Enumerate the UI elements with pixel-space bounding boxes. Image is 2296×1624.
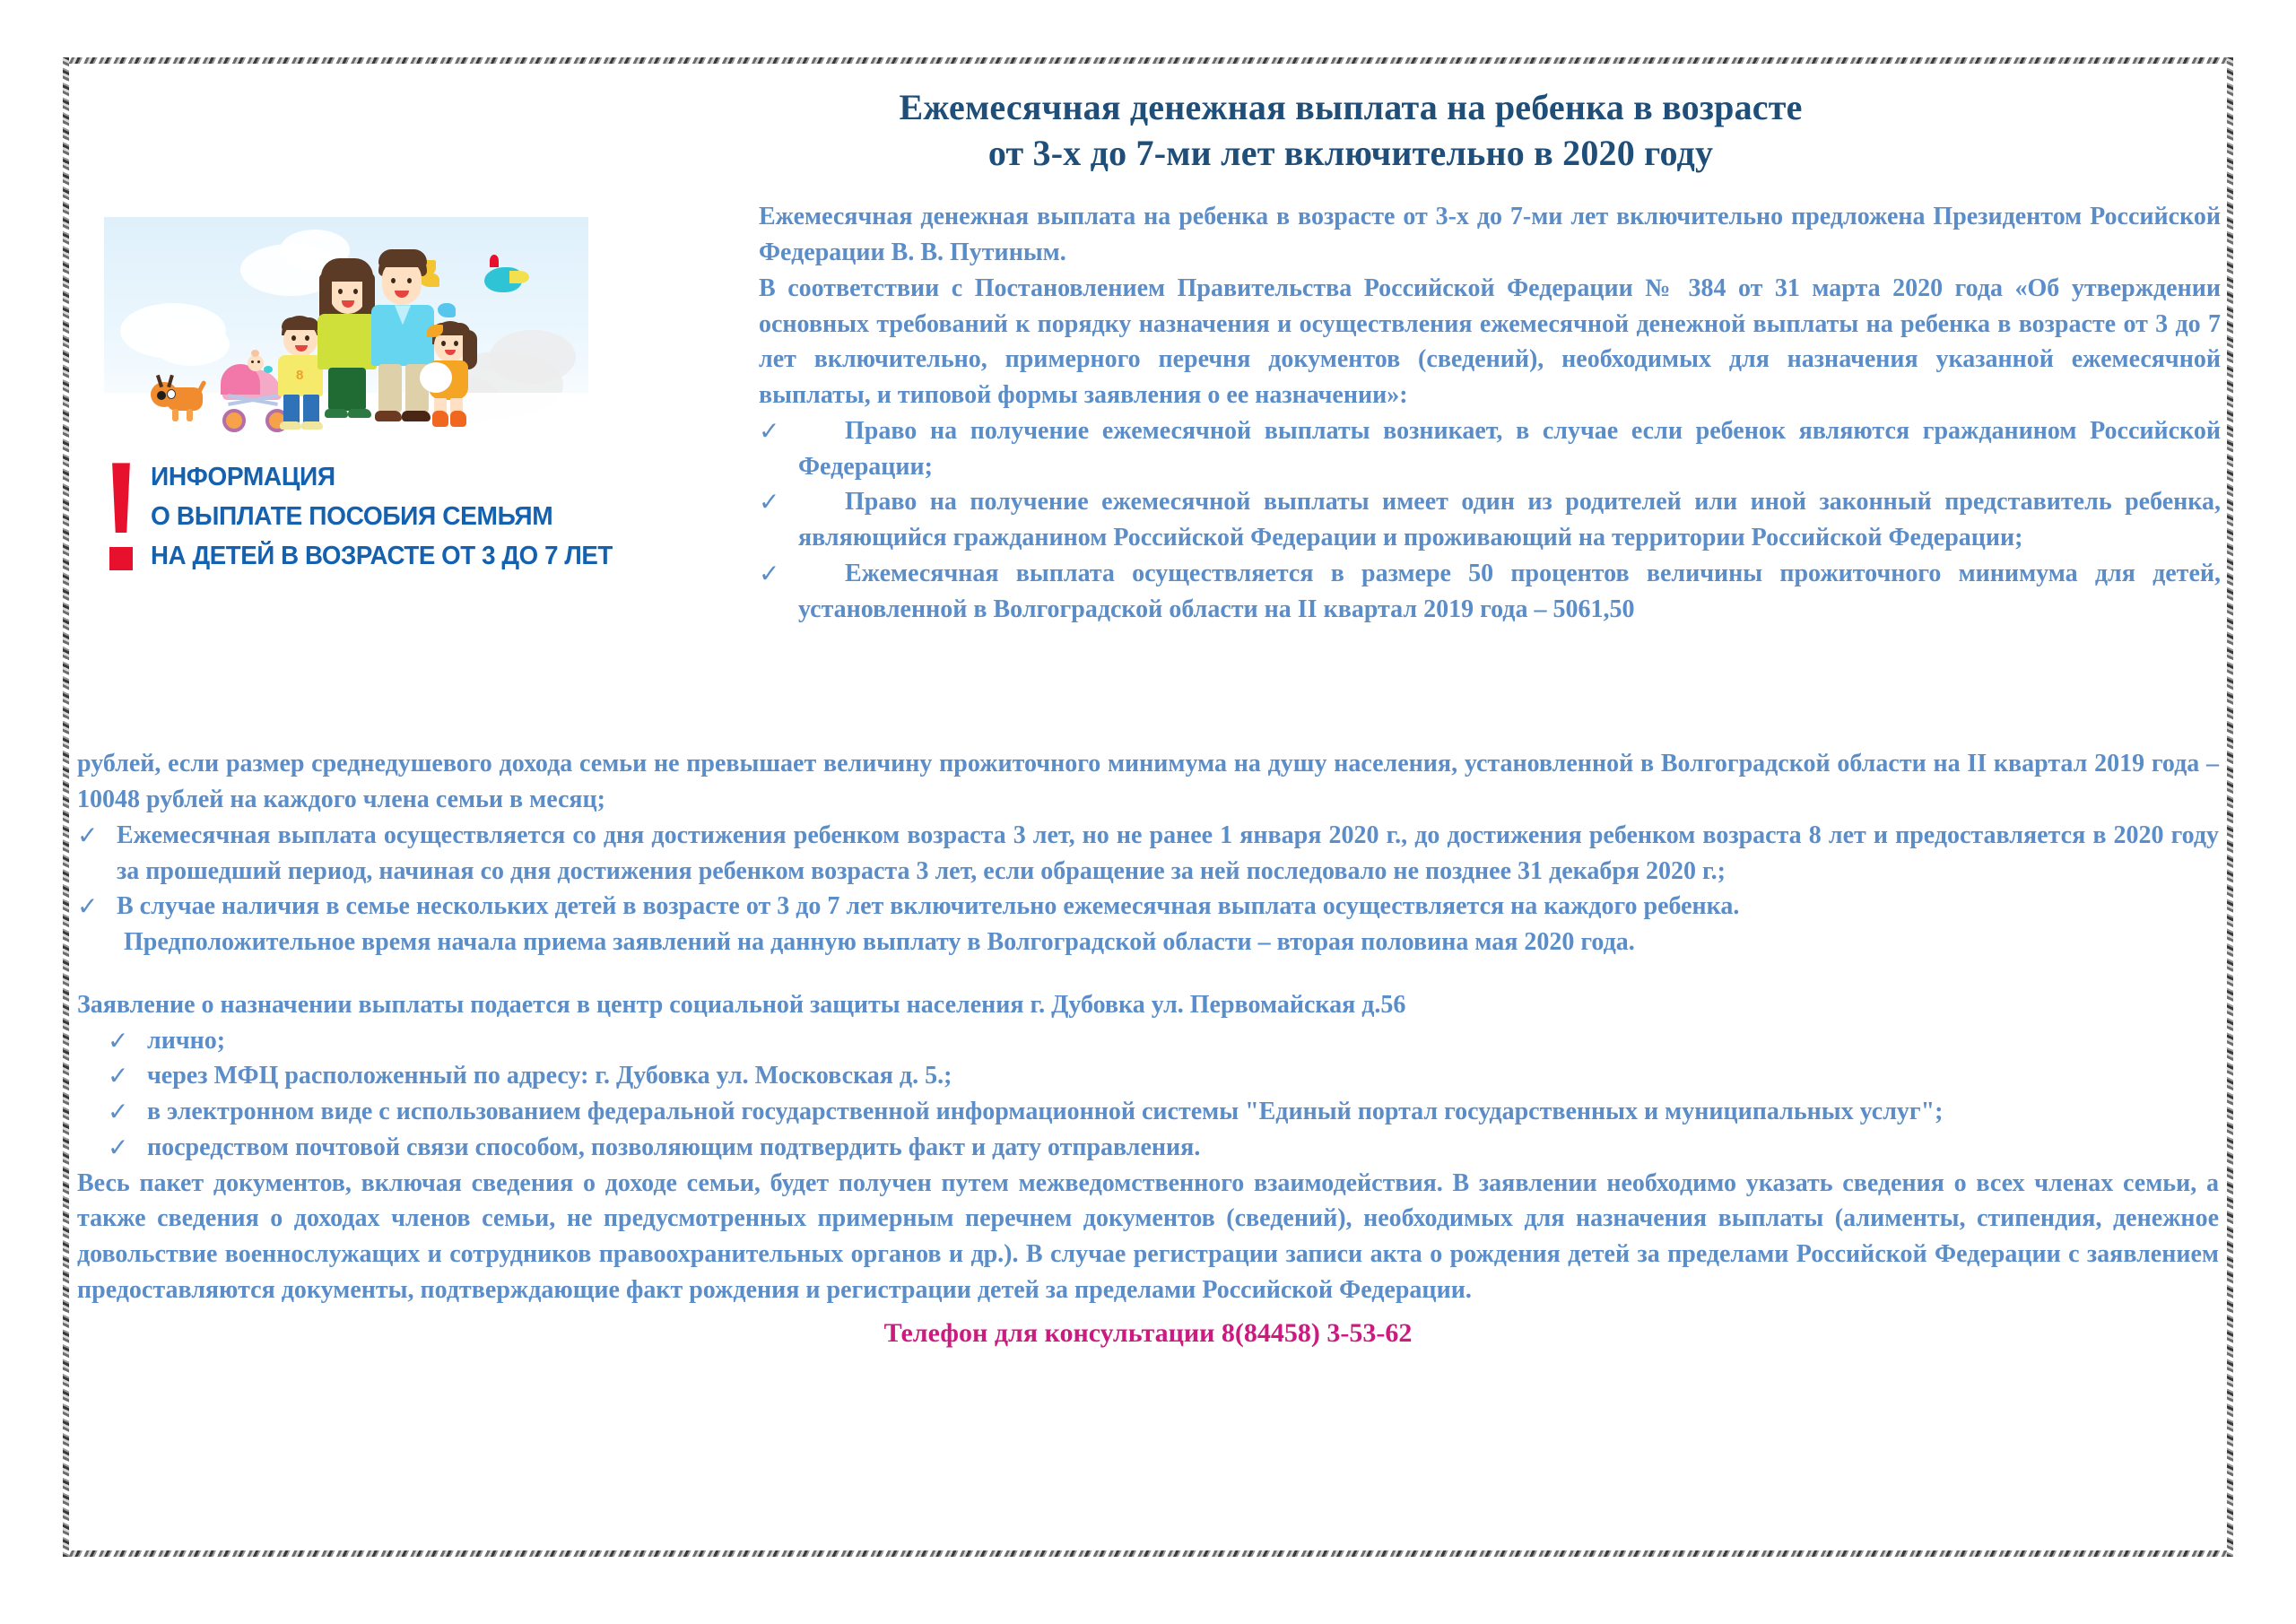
checkmark-icon: ✓: [108, 1061, 129, 1091]
condition-item-2-text: Право на получение ежемесячной выплаты имеет один из родителей или иной законный представитель ребенка, являющийся гражданином Российской Федерации и проживающий на территории Российской Федерации;: [798, 488, 2221, 552]
application-method-3: [77, 1094, 2219, 1130]
condition-item-3-text-continuation: рублей, если размер среднедушевого дохода семьи не превышает величину прожиточного минимума на душу населения, установленной в Волгоградской области на II квартал 2019 года – 10048 рублей на каждого члена семьи в месяц;: [77, 750, 2219, 814]
banner-line-3: НА ДЕТЕЙ В ВОЗРАСТЕ ОТ 3 ДО 7 ЛЕТ: [151, 541, 613, 570]
intro-text-column: [759, 199, 2221, 627]
border-top-rope: [63, 57, 2233, 64]
checkmark-icon: ✓: [759, 415, 780, 446]
condition-item-1: [759, 413, 2221, 485]
contact-phone: Телефон для консультации 8(84458) 3-53-62: [883, 1317, 1413, 1348]
border-right-rope: [2227, 57, 2233, 1557]
application-lead-text: Заявление о назначении выплаты подается в центр социальной защиты населения г. Дубовка ул. Первомайская д.56: [77, 990, 1406, 1019]
application-method-2: [77, 1058, 2219, 1094]
family-illustration: [104, 217, 588, 441]
boy-figure: 8: [274, 316, 328, 429]
bird-crest: [490, 255, 499, 267]
mother-figure: [316, 258, 378, 429]
exclamation-mark-icon: [109, 463, 133, 570]
checkmark-icon: ✓: [77, 820, 99, 850]
butterfly-icon: [438, 303, 456, 317]
checkmark-icon: ✓: [759, 558, 780, 588]
girl-figure: [423, 321, 483, 429]
checkmark-icon: ✓: [108, 1097, 129, 1127]
application-method-1-text: лично;: [147, 1026, 226, 1055]
application-method-2-text: через МФЦ расположенный по адресу: г. Дубовка ул. Московская д. 5.;: [147, 1062, 952, 1090]
title-line-1: Ежемесячная денежная выплата на ребенка в возрасте: [899, 87, 1803, 127]
condition-item-5: [77, 889, 2219, 925]
checkmark-icon: ✓: [77, 891, 99, 922]
bird-wing: [509, 271, 529, 283]
banner-text-block: [151, 457, 613, 575]
application-method-4-text: посредством почтовой связи способом, позволяющим подтвердить факт и дату отправления.: [147, 1133, 1201, 1161]
application-method-1: [77, 1023, 2219, 1059]
condition-item-5-text: В случае наличия в семье нескольких детей в возрасте от 3 до 7 лет включительно ежемесячная выплата осуществляется на каждого ребенка.: [117, 892, 1740, 921]
full-width-section: [77, 746, 2219, 1350]
condition-item-3-text-upper: Ежемесячная выплата осуществляется в размере 50 процентов величины прожиточного минимума для детей, установленной в Волгоградской области на II квартал 2019 года – 5061,50: [798, 559, 2221, 623]
exclamation-dot: [109, 547, 133, 570]
title-line-2: от 3-х до 7-ми лет включительно в 2020 году: [987, 133, 1714, 174]
checkmark-icon: ✓: [759, 487, 780, 517]
checkmark-icon: ✓: [108, 1025, 129, 1055]
page-title: [579, 72, 2122, 176]
checkmark-icon: ✓: [108, 1132, 129, 1162]
conditions-note: Предположительное время начала приема заявлений на данную выплату в Волгоградской области – вторая половина мая 2020 года.: [124, 928, 1635, 957]
information-banner: [104, 457, 613, 583]
condition-item-4: [77, 818, 2219, 890]
application-method-3-text: в электронном виде с использованием федеральной государственной информационной системы "Единый портал государственных и муниципальных услуг";: [147, 1098, 1944, 1126]
cloud-shape: [490, 330, 576, 384]
condition-item-3: [759, 556, 2221, 628]
intro-paragraph-1: Ежемесячная денежная выплата на ребенка в возрасте от 3-х до 7-ми лет включительно предложена Президентом Российской Федерации В. В. Путиным.: [759, 203, 2221, 267]
border-left-rope: [63, 57, 69, 1557]
application-method-4: [77, 1130, 2219, 1166]
border-bottom-rope: [63, 1550, 2233, 1557]
closing-paragraph: Весь пакет документов, включая сведения о доходе семьи, будет получен путем межведомственного взаимодействия. В заявлении необходимо указать сведения о всех членах семьи, а также сведения о доходах членов семьи, не предусмотренных примерным перечнем документов (сведений), необходимых для назначения выплаты (алименты, стипендия, денежное довольствие военнослужащих и сотрудников правоохранительных органов и др.). В случае регистрации записи акта о рождения детей за пределами Российской Федерации с заявлением предоставляются документы, подтверждающие факт рождения и регистрации детей за пределами Российской Федерации.: [77, 1168, 2219, 1304]
upper-section: [77, 199, 2219, 746]
exclamation-stem: [109, 463, 133, 533]
condition-item-1-text: Право на получение ежемесячной выплаты возникает, в случае если ребенок являются гражданином Российской Федерации;: [798, 416, 2221, 481]
dog-figure: [151, 375, 204, 423]
condition-item-4-text: Ежемесячная выплата осуществляется со дня достижения ребенком возраста 3 лет, но не ранее 1 января 2020 г., до достижения ребенком возраста 8 лет и предоставляется в 2020 году за прошедший период, начиная со дня достижения ребенком возраста 3 лет, если обращение за ней последовало не позднее 31 декабря 2020 г.;: [117, 821, 2219, 885]
poster-content: [77, 72, 2219, 1542]
media-column: [104, 217, 613, 583]
section-spacer: [77, 960, 2219, 987]
banner-line-2: О ВЫПЛАТЕ ПОСОБИЯ СЕМЬЯМ: [151, 502, 553, 532]
banner-line-1: ИНФОРМАЦИЯ: [151, 463, 335, 492]
condition-item-2: [759, 484, 2221, 556]
intro-paragraph-2: В соответствии с Постановлением Правительства Российской Федерации № 384 от 31 марта 2020 года «Об утверждении основных требований к порядку назначения и осуществления ежемесячной денежной выплаты на ребенка в возрасте от 3 до 7 лет включительно, примерного перечня документов (сведений), необходимых для назначения указанной ежемесячной выплаты, и типовой формы заявления о ее назначении»:: [759, 274, 2221, 410]
